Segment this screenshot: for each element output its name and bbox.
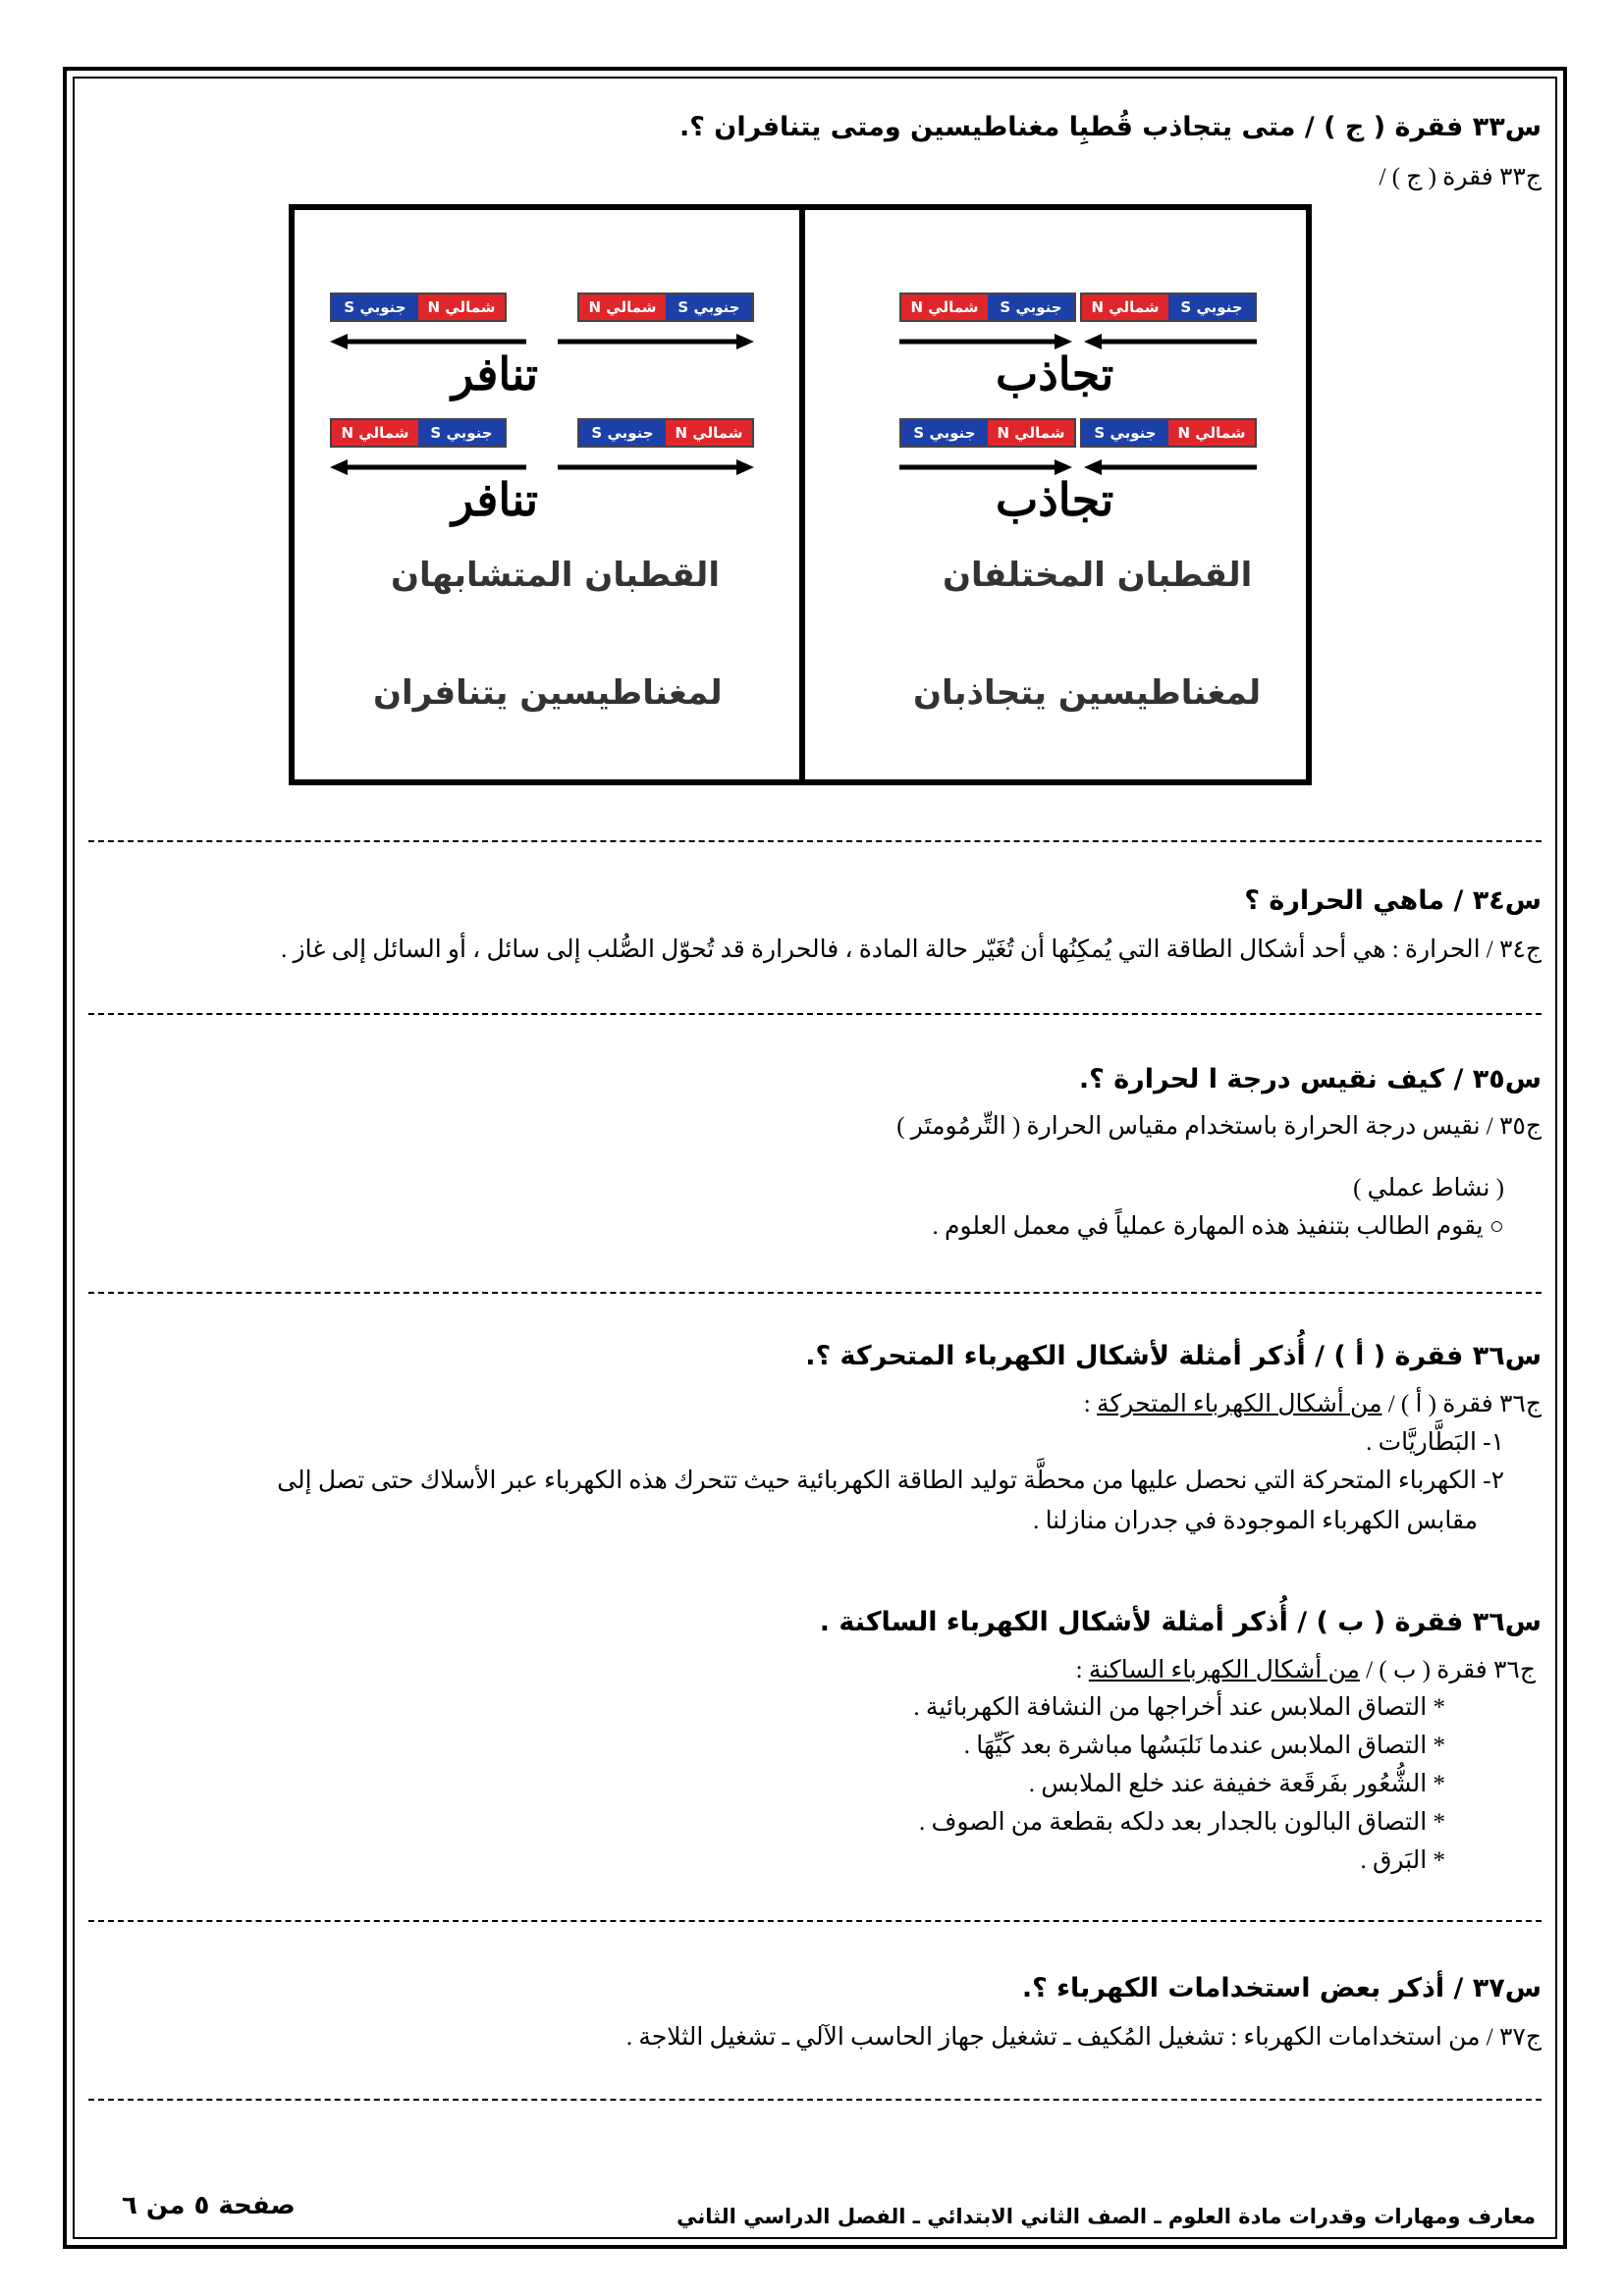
repel-arrows xyxy=(330,457,754,477)
list-item: * البَرق . xyxy=(1360,1847,1445,1874)
question-36b: س٣٦ فقرة ( ب ) / أُذكر أمثلة لأشكال الكهرباء الساكنة . xyxy=(819,1607,1542,1637)
magnet xyxy=(899,293,1076,322)
magnet xyxy=(899,418,1076,448)
separator xyxy=(88,1013,1542,1015)
magnet-north-pole: N شمالي xyxy=(418,294,505,320)
question-35: س٣٥ / كيف نقيس درجة ا لحرارة ؟. xyxy=(1078,1064,1542,1095)
left-caption-2: لمغناطيسين يتنافران xyxy=(373,673,723,713)
list-item: * التصاق البالون بالجدار بعد دلكه بقطعة من الصوف . xyxy=(918,1809,1445,1836)
separator xyxy=(88,2099,1542,2101)
question-36a: س٣٦ فقرة ( أ ) / أُذكر أمثلة لأشكال الكهرباء المتحركة ؟. xyxy=(805,1341,1542,1371)
separator xyxy=(88,840,1542,842)
list-item: * التصاق الملابس عند أخراجها من النشافة الكهربائية . xyxy=(913,1694,1445,1721)
magnet xyxy=(577,418,754,448)
figure-divider xyxy=(799,210,805,779)
attract-label: تجاذب xyxy=(996,473,1114,526)
attract-label: تجاذب xyxy=(996,347,1114,400)
question-33: س٣٣ فقرة ( ج ) / متى يتجاذب قُطبِا مغناطيسين ومتى يتنافران ؟. xyxy=(678,112,1542,142)
magnet-south-pole: S جنوبي xyxy=(901,420,988,446)
list-item: ٢- الكهرباء المتحركة التي نحصل عليها من محطَّة توليد الطاقة الكهربائية حيث تتحرك هذه الكهرباء عبر الأسلاك حتى تصل إلى xyxy=(277,1468,1504,1494)
magnets-figure xyxy=(289,204,1312,785)
answer-34: ج٣٤ / الحرارة : هي أحد أشكال الطاقة التي يُمكِنُها أن تُغَيّر حالة المادة ، فالحرارة قد تُحوّل الصُّلب إلى سائل ، أو السائل إلى غاز . xyxy=(281,936,1542,963)
magnet-north-pole: N شمالي xyxy=(988,420,1074,446)
answer-33: ج٣٣ فقرة ( ج ) / xyxy=(1379,164,1542,190)
magnet-south-pole: S جنوبي xyxy=(1168,294,1255,320)
answer-36a: ج٣٦ فقرة ( أ ) / من أشكال الكهرباء المتحركة : xyxy=(1083,1391,1542,1417)
activity-label: ( نشاط عملي ) xyxy=(1353,1175,1504,1201)
separator xyxy=(88,1920,1542,1922)
magnet-south-pole: S جنوبي xyxy=(418,420,505,446)
question-37: س٣٧ / أذكر بعض استخدامات الكهرباء ؟. xyxy=(1021,1973,1542,2003)
magnet xyxy=(577,293,754,322)
magnet-north-pole: N شمالي xyxy=(579,294,666,320)
magnet-north-pole: N شمالي xyxy=(1168,420,1255,446)
magnet-north-pole: N شمالي xyxy=(1082,294,1168,320)
list-item: مقابس الكهرباء الموجودة في جدران منازلنا . xyxy=(1033,1508,1478,1534)
magnet-north-pole: N شمالي xyxy=(332,420,418,446)
magnet xyxy=(1080,293,1257,322)
repel-arrows xyxy=(330,332,754,351)
left-caption-1: القطبان المتشابهان xyxy=(391,556,720,595)
repel-label: تنافر xyxy=(452,347,539,400)
separator xyxy=(88,1292,1542,1294)
answer-36b: ج٣٦ فقرة ( ب ) / من أشكال الكهرباء الساكنة : xyxy=(1075,1657,1536,1683)
magnet-north-pole: N شمالي xyxy=(666,420,752,446)
magnet-north-pole: N شمالي xyxy=(901,294,988,320)
right-caption-1: القطبان المختلفان xyxy=(943,556,1253,595)
magnet xyxy=(330,293,507,322)
list-item: * التصاق الملابس عندما نَلبَسُها مباشرة بعد كَيِّهَا . xyxy=(963,1733,1445,1759)
magnet xyxy=(1080,418,1257,448)
repel-label: تنافر xyxy=(452,473,539,526)
list-item: ١- البَطَّاريَّات . xyxy=(1366,1429,1504,1456)
footer-title: معارف ومهارات وقدرات مادة العلوم ـ الصف الثاني الابتدائي ـ الفصل الدراسي الثاني xyxy=(677,2205,1536,2228)
list-item: * الشُّعُور بفَرقَعة خفيفة عند خلع الملابس . xyxy=(1028,1771,1445,1797)
answer-37: ج٣٧ / من استخدامات الكهرباء : تشغيل المُكيف ـ تشغيل جهاز الحاسب الآلي ـ تشغيل الثلاجة . xyxy=(625,2024,1542,2051)
activity-text: ○ يقوم الطالب بتنفيذ هذه المهارة عملياً في معمل العلوم . xyxy=(932,1213,1504,1240)
magnet xyxy=(330,418,507,448)
answer-35: ج٣٥ / نقيس درجة الحرارة باستخدام مقياس الحرارة ( التِّرمُومتَر ) xyxy=(896,1113,1542,1140)
question-34: س٣٤ / ماهي الحرارة ؟ xyxy=(1244,885,1542,916)
magnet-south-pole: S جنوبي xyxy=(988,294,1074,320)
magnet-south-pole: S جنوبي xyxy=(332,294,418,320)
magnet-south-pole: S جنوبي xyxy=(579,420,666,446)
magnet-south-pole: S جنوبي xyxy=(666,294,752,320)
magnet-south-pole: S جنوبي xyxy=(1082,420,1168,446)
page-number: صفحة ٥ من ٦ xyxy=(122,2191,296,2220)
right-caption-2: لمغناطيسين يتجاذبان xyxy=(913,673,1262,713)
